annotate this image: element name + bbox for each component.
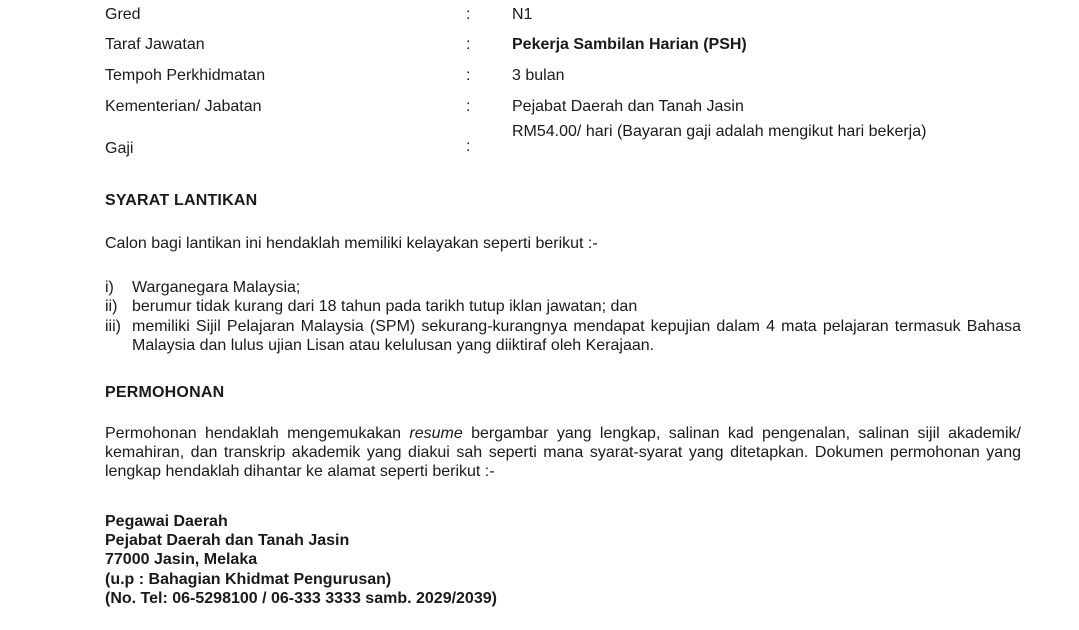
- detail-label: Taraf Jawatan: [105, 36, 205, 53]
- detail-label: Gaji: [105, 140, 134, 157]
- list-number: i): [105, 279, 114, 296]
- address-line-attention: (u.p : Bahagian Khidmat Pengurusan): [105, 571, 392, 588]
- detail-colon: :: [466, 6, 471, 23]
- permohonan-heading: PERMOHONAN: [105, 384, 225, 401]
- detail-value: Pejabat Daerah dan Tanah Jasin: [512, 98, 744, 115]
- permohonan-text-start: Permohonan hendaklah mengemukakan: [105, 425, 410, 442]
- permohonan-text-end: bergambar yang lengkap, salinan kad pengenalan, salinan sijil akademik/ kemahiran, dan transkrip akademik yang diakui sah seperti mana syarat-syarat yang ditetapkan. Dokumen permohonan yang lengkap hendaklah dihantar ke alamat seperti berikut :-: [105, 425, 1021, 480]
- list-text: berumur tidak kurang dari 18 tahun pada tarikh tutup iklan jawatan; dan: [132, 298, 638, 315]
- detail-value: 3 bulan: [512, 67, 565, 84]
- address-line-postcode: 77000 Jasin, Melaka: [105, 551, 258, 568]
- permohonan-paragraph: [105, 424, 1021, 481]
- detail-value: RM54.00/ hari (Bayaran gaji adalah mengikut hari bekerja): [512, 123, 927, 140]
- syarat-intro: Calon bagi lantikan ini hendaklah memiliki kelayakan seperti berikut :-: [105, 235, 598, 252]
- detail-label: Kementerian/ Jabatan: [105, 98, 262, 115]
- syarat-lantikan-heading: SYARAT LANTIKAN: [105, 192, 258, 209]
- address-line-office: Pejabat Daerah dan Tanah Jasin: [105, 532, 350, 549]
- detail-value: Pekerja Sambilan Harian (PSH): [512, 36, 747, 53]
- address-line-phone: (No. Tel: 06-5298100 / 06-333 3333 samb. 2029/2039): [105, 590, 497, 607]
- permohonan-text-italic: resume: [409, 425, 463, 442]
- detail-colon: :: [466, 67, 471, 84]
- list-number: ii): [105, 298, 118, 315]
- detail-colon: :: [466, 98, 471, 115]
- detail-value: N1: [512, 6, 533, 23]
- list-number: iii): [105, 318, 121, 335]
- detail-label: Tempoh Perkhidmatan: [105, 67, 266, 84]
- list-text: memiliki Sijil Pelajaran Malaysia (SPM) sekurang-kurangnya mendapat kepujian dalam 4 mata pelajaran termasuk Bahasa Malaysia dan lulus ujian Lisan atau kelulusan yang diiktiraf oleh Kerajaan.: [132, 318, 1021, 354]
- list-text: Warganegara Malaysia;: [132, 279, 301, 296]
- detail-label: Gred: [105, 6, 141, 23]
- address-line-officer: Pegawai Daerah: [105, 513, 228, 530]
- detail-colon: :: [466, 138, 471, 155]
- detail-colon: :: [466, 36, 471, 53]
